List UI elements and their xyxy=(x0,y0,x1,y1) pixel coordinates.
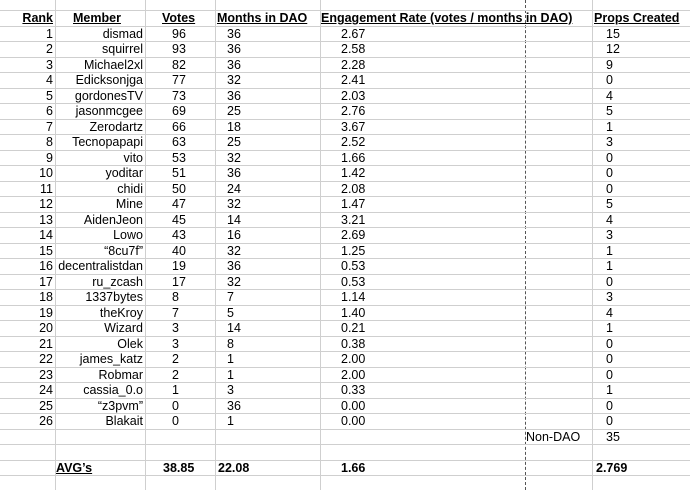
cell-months[interactable]: 8 xyxy=(227,336,234,351)
cell-engagement-rate[interactable]: 1.66 xyxy=(341,150,366,165)
cell-engagement-rate[interactable]: 0.00 xyxy=(341,414,366,428)
cell-member[interactable]: dismad xyxy=(102,26,143,41)
cell-votes[interactable]: 17 xyxy=(172,274,186,289)
cell-months[interactable]: 24 xyxy=(227,181,241,196)
cell-engagement-rate[interactable]: 2.69 xyxy=(341,228,366,242)
cell-votes[interactable]: 19 xyxy=(172,259,186,273)
cell-rank[interactable]: 1 xyxy=(46,26,53,41)
cell-votes[interactable]: 0 xyxy=(172,414,179,428)
cell-months[interactable]: 18 xyxy=(227,119,241,134)
cell-engagement-rate[interactable]: 2.28 xyxy=(341,57,366,72)
cell-rank[interactable]: 20 xyxy=(39,321,53,335)
cell-props-created[interactable]: 5 xyxy=(606,197,613,211)
cell-member[interactable]: yoditar xyxy=(105,166,143,180)
cell-votes[interactable]: 63 xyxy=(172,135,186,149)
avg-engagement-rate[interactable]: 1.66 xyxy=(341,460,366,475)
cell-props-created[interactable]: 0 xyxy=(606,166,613,180)
cell-months[interactable]: 1 xyxy=(227,367,234,382)
cell-votes[interactable]: 40 xyxy=(172,243,186,258)
cell-months[interactable]: 32 xyxy=(227,150,241,165)
cell-member[interactable]: squirrel xyxy=(102,42,143,56)
cell-months[interactable]: 14 xyxy=(227,321,241,335)
cell-engagement-rate[interactable]: 1.47 xyxy=(341,197,366,211)
cell-member[interactable]: Blakait xyxy=(105,414,143,428)
cell-rank[interactable]: 5 xyxy=(46,88,53,103)
cell-rank[interactable]: 6 xyxy=(46,104,53,118)
cell-votes[interactable]: 2 xyxy=(172,352,179,366)
cell-props-created[interactable]: 4 xyxy=(606,88,613,103)
cell-votes[interactable]: 96 xyxy=(172,26,186,41)
cell-engagement-rate[interactable]: 2.03 xyxy=(341,88,366,103)
cell-member[interactable]: Edicksonjga xyxy=(75,73,143,87)
cell-months[interactable]: 32 xyxy=(227,197,241,211)
cell-votes[interactable]: 82 xyxy=(172,57,186,72)
cell-props-created[interactable]: 3 xyxy=(606,228,613,242)
cell-rank[interactable]: 25 xyxy=(39,398,53,413)
header-engagement-rate[interactable]: Engagement Rate (votes / months in DAO) xyxy=(321,11,573,25)
cell-props-created[interactable]: 0 xyxy=(606,181,613,196)
cell-props-created[interactable]: 9 xyxy=(606,57,613,72)
cell-props-created[interactable]: 5 xyxy=(606,104,613,118)
cell-props-created[interactable]: 0 xyxy=(606,150,613,165)
column-gridline xyxy=(145,0,146,490)
cell-months[interactable]: 1 xyxy=(227,414,234,428)
cell-engagement-rate[interactable]: 2.00 xyxy=(341,352,366,366)
column-gridline xyxy=(215,0,216,490)
cell-rank[interactable]: 3 xyxy=(46,57,53,72)
cell-engagement-rate[interactable]: 0.33 xyxy=(341,383,366,397)
cell-member[interactable]: jasonmcgee xyxy=(75,104,143,118)
cell-rank[interactable]: 26 xyxy=(39,414,53,428)
cell-months[interactable]: 36 xyxy=(227,57,241,72)
column-gridline xyxy=(592,0,593,490)
cell-months[interactable]: 5 xyxy=(227,305,234,320)
cell-props-created[interactable]: 1 xyxy=(606,321,613,335)
cell-member[interactable]: Tecnopapapi xyxy=(72,135,143,149)
cell-votes[interactable]: 8 xyxy=(172,290,179,304)
cell-member[interactable]: chidi xyxy=(117,181,143,196)
cell-votes[interactable]: 0 xyxy=(172,398,179,413)
cell-props-created[interactable]: 1 xyxy=(606,243,613,258)
cell-member[interactable]: Olek xyxy=(117,336,143,351)
cell-member[interactable]: AidenJeon xyxy=(83,212,143,227)
cell-rank[interactable]: 8 xyxy=(46,135,53,149)
cell-engagement-rate[interactable]: 3.67 xyxy=(341,119,366,134)
cell-props-created[interactable]: 3 xyxy=(606,290,613,304)
cell-rank[interactable]: 14 xyxy=(39,228,53,242)
cell-engagement-rate[interactable]: 0.53 xyxy=(341,274,366,289)
avg-votes[interactable]: 38.85 xyxy=(163,460,195,475)
cell-props-created[interactable]: 1 xyxy=(606,119,613,134)
cell-engagement-rate[interactable]: 3.21 xyxy=(341,212,366,227)
averages-label[interactable]: AVG’s xyxy=(56,460,93,475)
cell-rank[interactable]: 22 xyxy=(39,352,53,366)
cell-months[interactable]: 16 xyxy=(227,228,241,242)
cell-member[interactable]: Mine xyxy=(115,197,143,211)
cell-member[interactable]: Lowo xyxy=(113,228,143,242)
cell-months[interactable]: 14 xyxy=(227,212,241,227)
cell-member[interactable]: “z3pvm” xyxy=(97,398,143,413)
cell-props-created[interactable]: 1 xyxy=(606,383,613,397)
cell-engagement-rate[interactable]: 2.00 xyxy=(341,367,366,382)
cell-engagement-rate[interactable]: 2.41 xyxy=(341,73,366,87)
cell-props-created[interactable]: 15 xyxy=(606,26,620,41)
column-gridline xyxy=(320,0,321,490)
cell-votes[interactable]: 51 xyxy=(172,166,186,180)
cell-engagement-rate[interactable]: 2.76 xyxy=(341,104,366,118)
cell-props-created[interactable]: 0 xyxy=(606,336,613,351)
header-props-created[interactable]: Props Created xyxy=(594,11,680,25)
cell-rank[interactable]: 2 xyxy=(46,42,53,56)
cell-votes[interactable]: 47 xyxy=(172,197,186,211)
cell-votes[interactable]: 69 xyxy=(172,104,186,118)
cell-member[interactable]: “8cu7f” xyxy=(104,243,143,258)
header-member[interactable]: Member xyxy=(73,11,121,25)
non-dao-props[interactable]: 35 xyxy=(606,429,620,444)
cell-votes[interactable]: 7 xyxy=(172,305,179,320)
cell-member[interactable]: Michael2xl xyxy=(83,57,143,72)
cell-member[interactable]: gordonesTV xyxy=(74,88,143,103)
cell-months[interactable]: 36 xyxy=(227,42,241,56)
cell-engagement-rate[interactable]: 0.53 xyxy=(341,259,366,273)
cell-rank[interactable]: 17 xyxy=(39,274,53,289)
cell-rank[interactable]: 23 xyxy=(39,367,53,382)
cell-engagement-rate[interactable]: 1.40 xyxy=(341,305,366,320)
non-dao-label[interactable]: Non-DAO xyxy=(526,429,581,444)
cell-props-created[interactable]: 0 xyxy=(606,367,613,382)
cell-rank[interactable]: 7 xyxy=(46,119,53,134)
cell-months[interactable]: 25 xyxy=(227,104,241,118)
cell-engagement-rate[interactable]: 2.52 xyxy=(341,135,366,149)
avg-props-created[interactable]: 2.769 xyxy=(596,460,628,475)
header-votes[interactable]: Votes xyxy=(162,11,196,25)
page-break-line xyxy=(525,0,526,490)
cell-engagement-rate[interactable]: 1.25 xyxy=(341,243,366,258)
cell-member[interactable]: Robmar xyxy=(98,367,143,382)
cell-engagement-rate[interactable]: 0.00 xyxy=(341,398,366,413)
cell-props-created[interactable]: 0 xyxy=(606,73,613,87)
cell-engagement-rate[interactable]: 2.67 xyxy=(341,26,366,41)
cell-props-created[interactable]: 12 xyxy=(606,42,620,56)
cell-props-created[interactable]: 0 xyxy=(606,398,613,413)
cell-rank[interactable]: 13 xyxy=(39,212,53,227)
cell-props-created[interactable]: 4 xyxy=(606,305,613,320)
cell-member[interactable]: theKroy xyxy=(99,305,143,320)
cell-votes[interactable]: 73 xyxy=(172,88,186,103)
cell-engagement-rate[interactable]: 1.42 xyxy=(341,166,366,180)
cell-engagement-rate[interactable]: 2.58 xyxy=(341,42,366,56)
cell-months[interactable]: 36 xyxy=(227,259,241,273)
cell-votes[interactable]: 45 xyxy=(172,212,186,227)
cell-member[interactable]: 1337bytes xyxy=(85,290,143,304)
cell-rank[interactable]: 18 xyxy=(39,290,53,304)
cell-votes[interactable]: 50 xyxy=(172,181,186,196)
cell-rank[interactable]: 12 xyxy=(39,197,53,211)
cell-rank[interactable]: 10 xyxy=(39,166,53,180)
cell-rank[interactable]: 11 xyxy=(40,181,53,196)
cell-rank[interactable]: 24 xyxy=(39,383,53,397)
cell-props-created[interactable]: 1 xyxy=(606,259,613,273)
cell-rank[interactable]: 4 xyxy=(46,73,53,87)
cell-engagement-rate[interactable]: 0.21 xyxy=(341,321,366,335)
cell-engagement-rate[interactable]: 1.14 xyxy=(341,290,366,304)
avg-months[interactable]: 22.08 xyxy=(218,460,250,475)
cell-member[interactable]: decentralistdan xyxy=(58,259,143,273)
cell-props-created[interactable]: 0 xyxy=(606,414,613,428)
cell-months[interactable]: 36 xyxy=(227,398,241,413)
cell-rank[interactable]: 21 xyxy=(39,336,53,351)
cell-months[interactable]: 25 xyxy=(227,135,241,149)
header-rank[interactable]: Rank xyxy=(22,11,53,25)
cell-rank[interactable]: 9 xyxy=(46,150,53,165)
cell-member[interactable]: james_katz xyxy=(79,352,143,366)
cell-rank[interactable]: 15 xyxy=(39,243,53,258)
cell-member[interactable]: vito xyxy=(123,150,143,165)
header-months[interactable]: Months in DAO xyxy=(217,11,308,25)
cell-months[interactable]: 7 xyxy=(227,290,234,304)
cell-votes[interactable]: 66 xyxy=(172,119,186,134)
cell-votes[interactable]: 93 xyxy=(172,42,186,56)
cell-months[interactable]: 36 xyxy=(227,26,241,41)
cell-rank[interactable]: 19 xyxy=(39,305,53,320)
cell-votes[interactable]: 2 xyxy=(172,367,179,382)
cell-props-created[interactable]: 3 xyxy=(606,135,613,149)
cell-rank[interactable]: 16 xyxy=(39,259,53,273)
cell-months[interactable]: 32 xyxy=(227,274,241,289)
cell-member[interactable]: Zerodartz xyxy=(89,119,143,134)
cell-votes[interactable]: 3 xyxy=(172,321,179,335)
cell-months[interactable]: 32 xyxy=(227,243,241,258)
cell-engagement-rate[interactable]: 2.08 xyxy=(341,181,366,196)
cell-props-created[interactable]: 4 xyxy=(606,212,613,227)
cell-member[interactable]: cassia_0.o xyxy=(83,383,143,397)
cell-member[interactable]: Wizard xyxy=(104,321,143,335)
cell-props-created[interactable]: 0 xyxy=(606,352,613,366)
cell-votes[interactable]: 43 xyxy=(172,228,186,242)
cell-member[interactable]: ru_zcash xyxy=(92,274,143,289)
cell-months[interactable]: 3 xyxy=(227,383,234,397)
cell-votes[interactable]: 77 xyxy=(172,73,186,87)
cell-months[interactable]: 36 xyxy=(227,166,241,180)
cell-months[interactable]: 1 xyxy=(227,352,234,366)
cell-months[interactable]: 32 xyxy=(227,73,241,87)
cell-props-created[interactable]: 0 xyxy=(606,274,613,289)
cell-votes[interactable]: 53 xyxy=(172,150,186,165)
cell-votes[interactable]: 3 xyxy=(172,336,179,351)
cell-months[interactable]: 36 xyxy=(227,88,241,103)
cell-engagement-rate[interactable]: 0.38 xyxy=(341,336,366,351)
cell-votes[interactable]: 1 xyxy=(172,383,179,397)
